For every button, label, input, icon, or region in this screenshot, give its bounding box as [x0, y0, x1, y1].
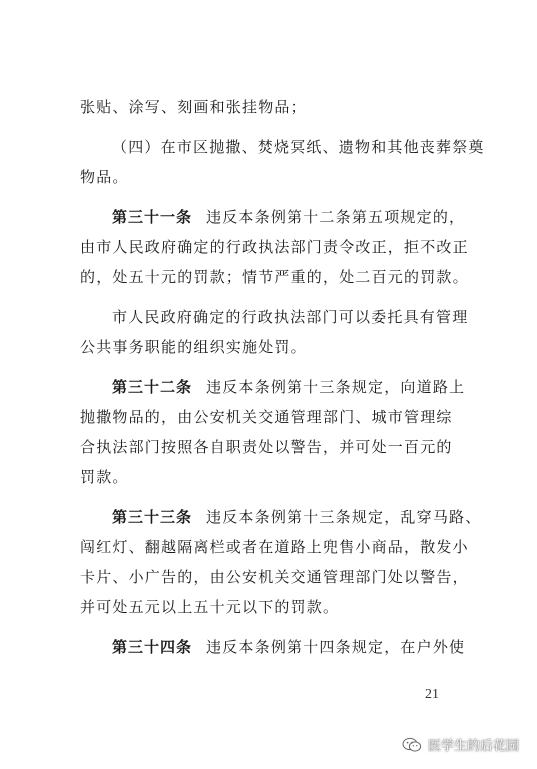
body-line — [80, 402, 464, 432]
line-text: 违反本条例第十四条规定，在户外使 — [206, 638, 466, 656]
line-text: 由市人民政府确定的行政执法部门责令改正，拒不改正 — [80, 238, 469, 256]
body-line — [80, 462, 464, 492]
line-text: 市人民政府确定的行政执法部门可以委托具有管理 — [112, 308, 469, 326]
article-line — [80, 372, 464, 402]
line-text: 张贴、涂写、刻画和张挂物品； — [80, 98, 307, 116]
line-text: 罚款。 — [80, 468, 129, 486]
body-line — [80, 232, 469, 262]
line-text: 物品。 — [80, 168, 129, 186]
document-body — [80, 92, 485, 662]
article-heading: 第三十三条 — [112, 508, 193, 526]
page-number: 21 — [425, 687, 439, 702]
article-line — [80, 502, 482, 532]
line-text: （四）在市区抛撒、焚烧冥纸、遗物和其他丧葬祭奠 — [112, 138, 485, 156]
body-line — [80, 262, 469, 292]
article-heading: 第三十一条 — [112, 208, 193, 226]
body-line — [80, 592, 464, 622]
line-text: 闯红灯、翻越隔离栏或者在道路上兜售小商品，散发小 — [80, 538, 469, 556]
line-text: 卡片、小广告的，由公安机关交通管理部门处以警告， — [80, 568, 469, 586]
body-line — [80, 562, 469, 592]
line-text: 违反本条例第十二条第五项规定的， — [206, 208, 466, 226]
body-line — [80, 332, 464, 362]
body-line — [80, 532, 469, 562]
article-heading: 第三十四条 — [112, 638, 193, 656]
wechat-icon — [402, 737, 422, 753]
line-text: 公共事务职能的组织实施处罚。 — [80, 338, 307, 356]
article-line — [80, 202, 464, 232]
watermark — [402, 735, 519, 754]
line-text: 违反本条例第十三条规定，乱穿马路、 — [206, 508, 482, 526]
body-line — [80, 302, 469, 332]
article-line — [80, 632, 464, 662]
line-text: 并可处五元以上五十元以下的罚款。 — [80, 598, 340, 616]
body-line — [80, 432, 464, 462]
watermark-label: 医学生的后花园 — [427, 739, 519, 754]
line-text: 违反本条例第十三条规定，向道路上 — [206, 378, 466, 396]
body-line — [80, 162, 464, 192]
body-line — [80, 92, 464, 122]
article-heading: 第三十二条 — [112, 378, 193, 396]
body-line — [80, 132, 485, 162]
line-text: 的，处五十元的罚款；情节严重的，处二百元的罚款。 — [80, 268, 469, 286]
line-text: 合执法部门按照各自职责处以警告，并可处一百元的 — [80, 438, 453, 456]
line-text: 抛撒物品的，由公安机关交通管理部门、城市管理综 — [80, 408, 453, 426]
